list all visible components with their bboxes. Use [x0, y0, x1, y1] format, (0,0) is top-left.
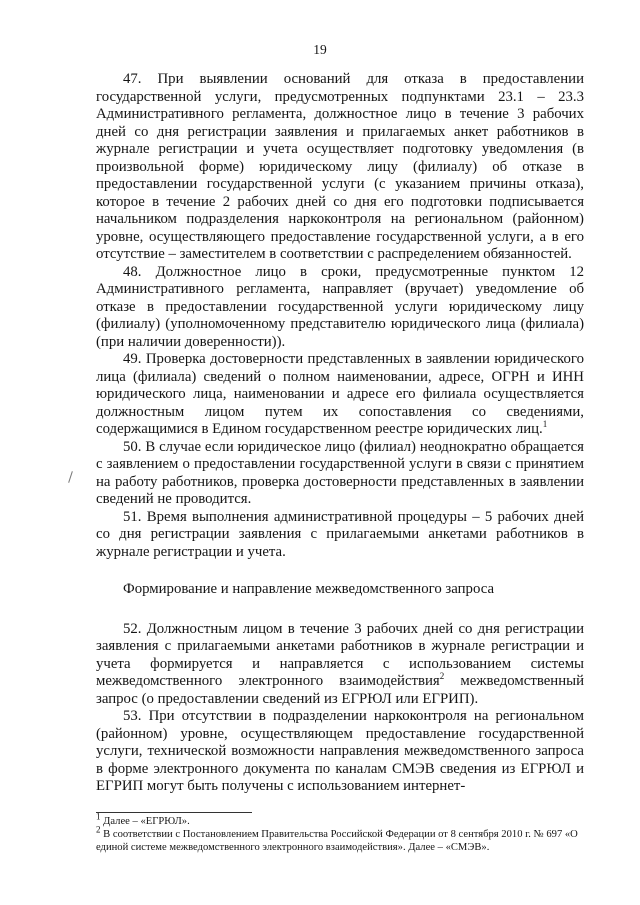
paragraph-text: 48. Должностное лицо в сроки, предусмотренные пунктом 12 Административного регламента, направляет (вручает) уведомление об отказе в предоставлении государственной услуги юридическому лицу (филиалу) (уполномоченному представителю юридического лица (филиала) (при наличии доверенности)). — [96, 263, 584, 350]
paragraph-text: 51. Время выполнения административной процедуры – 5 рабочих дней со дня регистрации заявления с прилагаемыми анкетами работников в журнале регистрации и учета. — [96, 508, 584, 560]
footnote-1 — [96, 811, 584, 829]
paragraph-text-cont: межведомственный запрос (о предоставлении сведений из ЕГРЮЛ или ЕГРИП). — [96, 673, 584, 707]
paragraph-47 — [96, 71, 584, 264]
paragraph-text: 47. При выявлении оснований для отказа в предоставлении государственной услуги, предусмотренных подпунктами 23.1 – 23.3 Административного регламента, должностное лицо в течение 3 рабочих дней со дня регистрации заявления и прилагаемых анкет работников в журнале регистрации и учета осуществляет подготовку уведомления (в произвольной форме) юридическому лицу (филиалу) об отказе в предоставлении государственной услуги (с указанием причины отказа), которое в течение 2 рабочих дней со дня его подготовки подписывается начальником подразделения наркоконтроля на региональном (районном) уровне, осуществляющего предоставление государственной услуги, а в его отсутствие – заместителем в соответствии с распределением обязанностей. — [96, 71, 584, 262]
page-number: 19 — [313, 42, 327, 57]
footnote-mark: 2 — [96, 824, 101, 835]
footnote-mark: 1 — [96, 811, 101, 822]
document-body — [96, 71, 584, 796]
paragraph-text: 52. Должностным лицом в течение 3 рабочих дней со дня регистрации заявления с прилагаемыми анкетами работников в журнале регистрации и учета формируется и направляется с использованием системы межведомственного электронного взаимодействия — [96, 620, 584, 689]
paragraph-52 — [96, 621, 584, 709]
footnote-reference[interactable]: 1 — [542, 419, 548, 430]
paragraph-51 — [96, 509, 584, 562]
footnote-text: В соответствии с Постановлением Правительства Российской Федерации от 8 сентября 2010 г. № 697 «О единой системе межведомственного электронного взаимодействия». Далее – «СМЭВ». — [96, 828, 578, 853]
paragraph-text: 53. При отсутствии в подразделении наркоконтроля на региональном (районном) уровне, осуществляющем предоставление государственной услуги, технической возможности направления межведомственного запроса в форме электронного документа по каналам СМЭВ сведения из ЕГРЮЛ и ЕГРИП могут быть получены с использованием интернет- — [96, 708, 584, 794]
paragraph-48 — [96, 264, 584, 352]
paragraph-text: 49. Проверка достоверности представленных в заявлении юридического лица (филиала) сведений о полном наименовании, адресе, ОГРН и ИНН юридического лица, наименовании и адресе его филиала осуществляется должностным лицом путем их сопоставления со сведениями, содержащимися в Едином государственном реестре юридических лиц. — [96, 351, 584, 437]
footnotes — [96, 811, 584, 854]
footnote-reference[interactable]: 2 — [439, 671, 445, 682]
paragraph-53 — [96, 708, 584, 796]
footnote-2 — [96, 824, 584, 855]
paragraph-text: 50. В случае если юридическое лицо (филиал) неоднократно обращается с заявлением о предоставлении государственной услуги в связи с принятием на работу работников, проверка достоверности представленных в заявлении сведений не проводится. — [96, 438, 584, 507]
paragraph-50 — [96, 439, 584, 509]
footnote-divider — [96, 812, 252, 813]
section-heading: Формирование и направление межведомственного запроса — [123, 581, 495, 597]
paragraph-49 — [96, 351, 584, 439]
scan-mark — [68, 471, 73, 483]
footnote-text: Далее – «ЕГРЮЛ». — [100, 816, 190, 827]
